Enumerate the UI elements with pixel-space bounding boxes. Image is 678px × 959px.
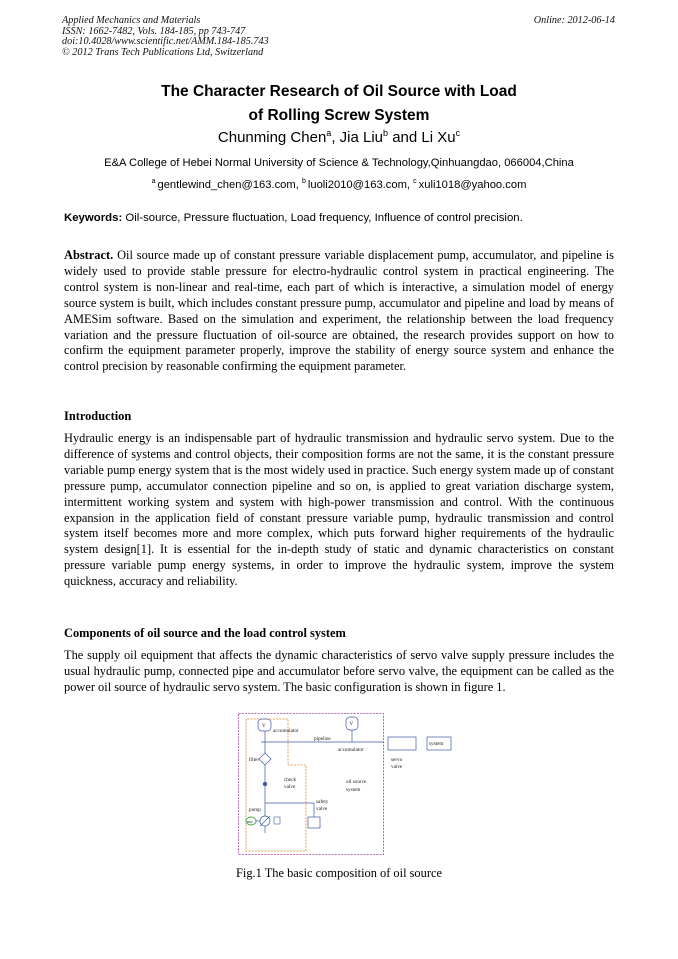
system-label: system [429, 741, 444, 747]
keywords-label: Keywords: [64, 212, 123, 224]
introduction-paragraph: Hydraulic energy is an indispensable part of hydraulic transmission and hydraulic servo system. Due to the difference of systems and control objects, their composition forms are not the same, it is the constant pressure variable pump energy system that is the most widely used in practice. Such energy system made up of constant pressure pump, accumulator connection pipeline and so on, is applied to great variation discharge system, intermittent working system and system with high-power transmission and control. With the continuous expansion in the application field of constant pressure variable pump, hydraulic transmission and control system itself becomes more and more complex, which puts forward higher requirements of the hydraulic system design[1]. It is essential for the in-depth study of static and dynamic characteristics on constant pressure variable pump energy systems, in order to improve the hydraulic system, improve the system quickness, accuracy and reliability. [64, 431, 614, 589]
email-separator: , [406, 179, 414, 191]
section-heading-components: Components of oil source and the load control system [64, 626, 346, 640]
email-address[interactable]: gentlewind_chen@163.com [157, 179, 296, 191]
safety-valve-symbol [308, 817, 320, 828]
safety-label: safety [316, 799, 329, 805]
online-date: Online: 2012-06-14 [533, 15, 615, 26]
author-superscript: b [383, 128, 389, 138]
servo-valve-label: valve [391, 764, 403, 770]
email-superscript: c [413, 178, 417, 185]
copyright-line: © 2012 Trans Tech Publications Ltd, Switzerland [62, 46, 264, 58]
paper-title-line-2: of Rolling Screw System [248, 107, 430, 124]
filter-label: filter [249, 757, 260, 763]
motor-label: mot [247, 820, 253, 824]
check-valve-label: valve [284, 784, 296, 790]
author-superscript: a [326, 128, 332, 138]
journal-header [62, 16, 269, 58]
author-name: Li Xu [421, 129, 456, 146]
author-name: Chunming Chen [217, 129, 327, 146]
email-superscript: a [151, 178, 156, 185]
accumulator-symbol-label: V [349, 721, 354, 727]
accumulator-symbol-label: V [262, 723, 266, 729]
oil-source-label: oil source [346, 779, 367, 785]
servo-label: servo [391, 757, 403, 763]
oil-source-boundary [246, 719, 306, 851]
pump-label: pump [249, 807, 261, 813]
abstract-paragraph [64, 248, 614, 375]
paper-title-line-1: The Character Research of Oil Source with Load [161, 83, 517, 100]
oil-source-diagram [238, 713, 444, 855]
author-name: Jia Liu [339, 129, 384, 146]
email-address[interactable]: luoli2010@163.com [307, 179, 407, 191]
email-list [0, 178, 678, 191]
servo-valve-box [388, 737, 416, 750]
filter-symbol [259, 753, 271, 765]
email-address[interactable]: xuli1018@yahoo.com [418, 179, 527, 191]
doi-line: doi:10.4028/www.scientific.net/AMM.184-185.743 [62, 36, 269, 47]
components-paragraph: The supply oil equipment that affects the dynamic characteristics of servo valve supply pressure includes the usual hydraulic pump, connected pipe and accumulator before servo valve, the equipment can be called as the power oil source of hydraulic servo system. The basic configuration is shown in figure 1. [64, 648, 614, 694]
author-superscript: c [455, 128, 461, 138]
abstract-label: Abstract. [64, 248, 114, 262]
accumulator-2-label: accumulator [338, 747, 364, 753]
author-separator: , [331, 129, 340, 146]
affiliation: E&A College of Hebei Normal University of Science & Technology,Qinhuangdao, 066004,China [104, 157, 574, 169]
check-valve-symbol [263, 782, 267, 786]
pump-control-box [274, 817, 280, 824]
keywords [64, 212, 616, 224]
pipeline-label: pipeline [314, 736, 331, 742]
keywords-text: Oil-source, Pressure fluctuation, Load frequency, Influence of control precision. [122, 212, 523, 224]
email-separator: , [295, 179, 302, 191]
section-heading-introduction: Introduction [64, 409, 132, 423]
abstract-text: Oil source made up of constant pressure variable displacement pump, accumulator, and pipeline is widely used to provide stable pressure for electro-hydraulic control system in practical engineering. The control system is non-linear and real-time, each part of which is interactive, a simulation model of energy source system is built, which includes constant pressure pump, accumulator and pipeline and load by means of AMESim software. Based on the simulation and experiment, the relationship between the load frequency variation and the pressure fluctuation of oil-source are obtained, the research provides support on how to confirm the equipment parameter properly, improve the stability of energy source system and enhance the control precision by reasonable confirming the equipment parameter. [64, 248, 614, 374]
safety-valve-label: valve [316, 806, 328, 812]
author-separator: and [388, 129, 422, 146]
journal-name: Applied Mechanics and Materials [62, 15, 201, 26]
check-label: check [284, 777, 297, 783]
figure-caption: Fig.1 The basic composition of oil source [236, 866, 442, 880]
oil-source-system-label: system [346, 787, 361, 793]
email-superscript: b [301, 178, 306, 185]
issn-line: ISSN: 1662-7482, Vols. 184-185, pp 743-747 [62, 25, 246, 37]
author-list [0, 128, 678, 146]
accumulator-1-label: accumulator [273, 728, 299, 734]
